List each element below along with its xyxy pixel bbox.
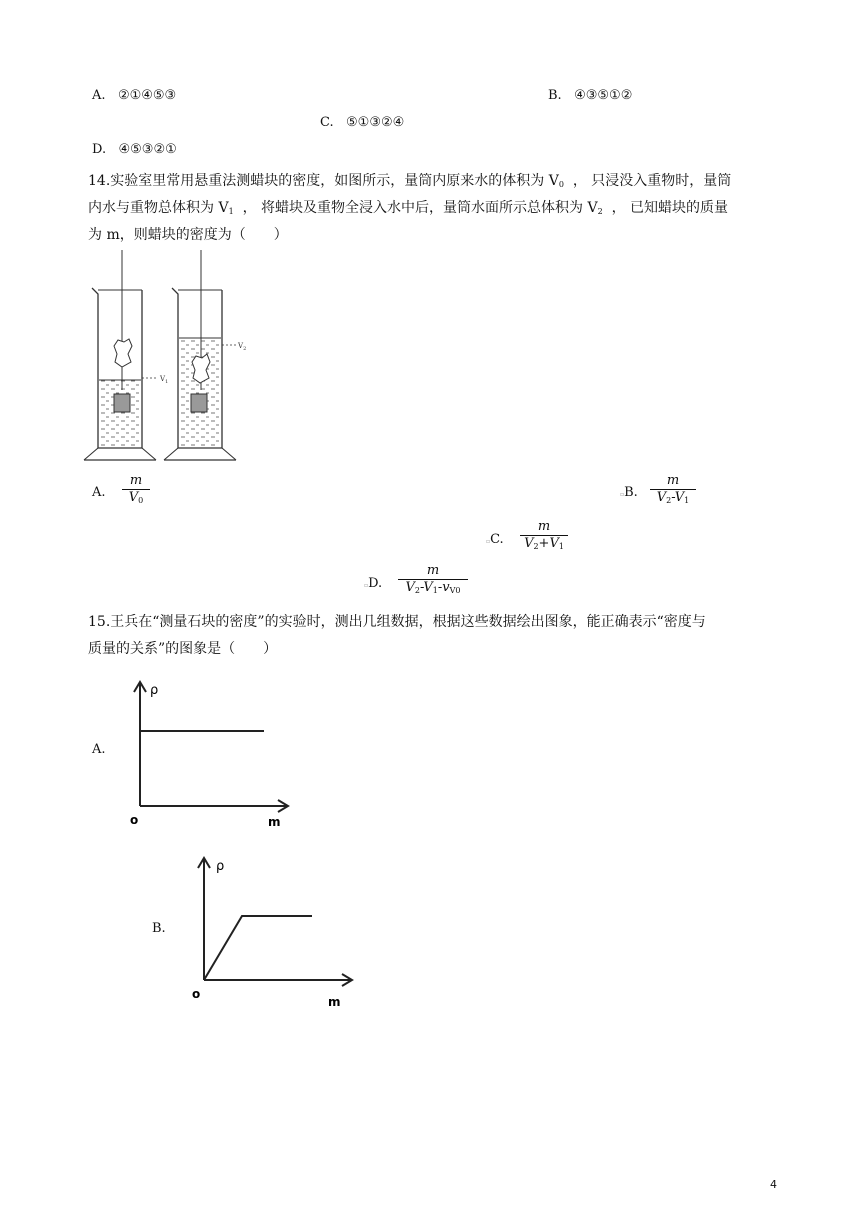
cylinder-left	[84, 250, 158, 460]
graph-a-origin: o	[130, 813, 139, 827]
q14-cylinder-figure	[80, 250, 280, 462]
q15-stem-line1: 15.王兵在“测量石块的密度”的实验时，测出几组数据，根据这些数据绘出图象，能正确表示“密度与	[88, 614, 706, 630]
cylinder-right	[164, 250, 236, 460]
q13-option-a: A. ②①④⑤③	[92, 88, 177, 103]
q14-option-b-fraction: m $V_2-V_1$	[650, 474, 696, 508]
q14-option-d-letter: ▫D.	[364, 576, 383, 591]
q14-option-c-fraction: m $V_2+V_1$	[520, 520, 568, 554]
q14-stem-line1: 14.实验室里常用悬重法测蜡块的密度，如图所示，量筒内原来水的体积为 $V_0$ ， 只浸没入重物时，量筒	[88, 173, 732, 189]
q15-stem-line2: 质量的关系”的图象是（ ）	[88, 641, 278, 657]
graph-b-x-label: m	[328, 995, 341, 1009]
q14-option-b-letter: ▫B.	[620, 485, 638, 500]
q15-option-b-letter: B.	[152, 921, 166, 936]
q14-option-a-fraction: m $V_0$	[122, 474, 150, 508]
q14-option-a-letter: A.	[92, 485, 106, 500]
v1-label: $V_1$	[160, 375, 169, 385]
graph-a-x-label: m	[268, 815, 281, 829]
q14-option-c-letter: ▫C.	[486, 532, 504, 547]
q13-option-b: B. ④③⑤①②	[548, 88, 633, 103]
q13-option-c: C. ⑤①③②④	[320, 115, 405, 130]
q13-option-d: D. ④⑤③②①	[92, 142, 177, 157]
graph-b-y-label: ρ	[216, 859, 225, 874]
q14-stem-line3: 为 m，则蜡块的密度为（ ）	[88, 227, 288, 243]
page-number: 4	[770, 1178, 777, 1191]
q15-option-a-letter: A.	[92, 742, 106, 757]
q15-graph-a	[120, 676, 300, 829]
graph-a-y-label: ρ	[150, 683, 159, 698]
q14-option-d-fraction: m $V_2-V_1-v_{V0}$	[398, 564, 468, 598]
q14-stem-line2: 内水与重物总体积为 $V_1$ ， 将蜡块及重物全浸入水中后，量筒水面所示总体积为 $V_2$ ， 已知蜡块的质量	[88, 200, 729, 216]
graph-b-origin: o	[192, 987, 201, 1001]
v2-label: $V_2$	[238, 342, 247, 352]
q15-graph-b	[186, 852, 366, 1012]
